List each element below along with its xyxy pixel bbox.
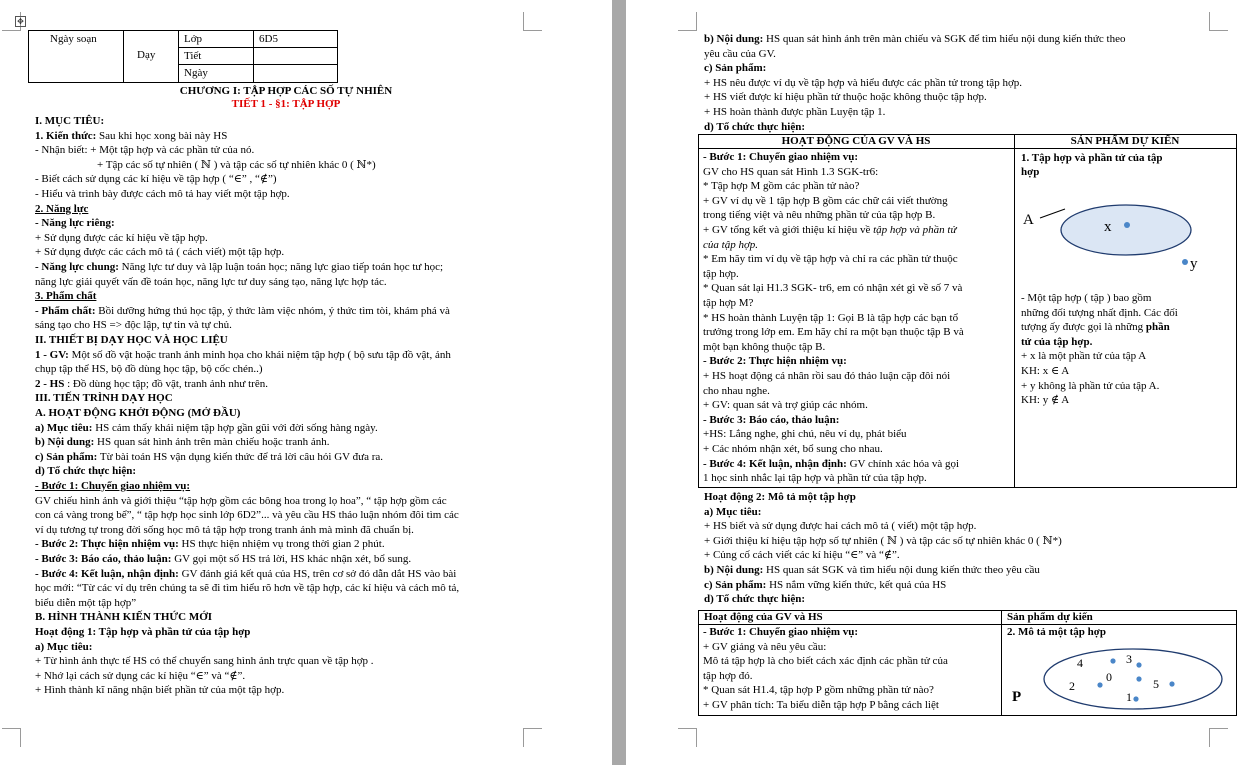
text-line [704, 579, 946, 592]
line-text: những đối tượng nhất định. Các đối [1021, 306, 1178, 319]
point-y [1182, 259, 1188, 265]
text-line [704, 520, 976, 533]
line-text: - Năng lực riêng: [35, 217, 115, 230]
text-line [35, 349, 451, 362]
line-text: con cá vàng trong bể”, “ tập hợp học sinh lớp 6D2”... và yêu cầu HS thảo luận nhóm đôi tìm các [35, 509, 459, 522]
line-text: HS quan sát hình ảnh trên màn chiếu hoặc tranh ảnh. [94, 436, 330, 449]
line-text: + Sử dụng được các cách mô tả ( cách viết) một tập hợp. [35, 246, 285, 259]
text-line [703, 443, 883, 456]
text-line [704, 48, 776, 61]
text-line [35, 524, 414, 537]
line-text: trưởng trong lớp em. Em hãy chỉ ra một bạn thuộc tập B và [703, 326, 964, 339]
text-line [703, 370, 950, 383]
line-text: GV chiếu hình ảnh và giới thiệu “tập hợp gồm các bông hoa trong lọ hoa”, “ tập hợp gồm các [35, 494, 447, 507]
text-line [704, 593, 805, 606]
line-text: yêu cầu của GV. [704, 47, 776, 60]
text-line [35, 392, 173, 405]
line-text: d) Tổ chức thực hiện: [704, 593, 806, 606]
line-text: của tập hợp. [703, 238, 759, 251]
text-line [704, 549, 900, 562]
text-line [704, 62, 766, 75]
text-line [703, 472, 927, 485]
line-text: 1 học sinh nhắc lại tập hợp và phần tử của tập hợp. [703, 472, 927, 485]
point-2 [1097, 682, 1102, 687]
text-line [703, 458, 959, 471]
line-text: + GV: quan sát và trợ giúp các nhóm. [703, 399, 868, 412]
line-text: Mô tả tập hợp là cho biết cách xác định các phần tử của [703, 655, 948, 668]
text-line [704, 121, 805, 134]
text-line [35, 305, 450, 318]
set-a-label: A [1023, 212, 1034, 228]
line-text: + HS viết được kí hiệu phần tử thuộc hoặc không thuộc tập hợp. [704, 91, 987, 104]
text-line [704, 506, 761, 519]
text-line [703, 385, 770, 398]
point-1-label: 1 [1126, 690, 1132, 704]
line-text: I. MỤC TIÊU: [35, 115, 105, 127]
line-heading: c) Sản phẩm: [35, 450, 98, 463]
table-move-handle-icon[interactable]: ✥ [15, 16, 26, 27]
line-text: a) Mục tiêu: [35, 640, 93, 653]
line-text: sáng tạo cho HS => độc lập, tự tin và tự chủ. [35, 319, 232, 332]
text-line [703, 655, 948, 668]
line-text: - Bước 3: Báo cáo, thảo luận: [703, 413, 840, 426]
point-1 [1133, 696, 1138, 701]
text-line [703, 399, 868, 412]
line-text: - Hiểu và trình bày được cách mô tả hay viết một tập hợp. [35, 188, 290, 200]
text-line [703, 268, 739, 281]
line-text: HS quan sát hình ảnh trên màn chiếu và SGK để tìm hiểu nội dung kiến thức theo [763, 33, 1126, 45]
line-text: KH: x ∈ A [1021, 365, 1070, 377]
line-text: III. TIẾN TRÌNH DẠY HỌC [35, 392, 173, 405]
line-text: + y không là phần tử của tập A. [1021, 379, 1160, 392]
text-line [703, 180, 859, 193]
text-line [35, 626, 250, 639]
text-line [35, 130, 227, 143]
point-0-label: 0 [1106, 670, 1112, 684]
line-text: + Củng cố cách viết các kí hiệu “∈” và “∉”. [704, 549, 900, 562]
line-heading: - Bước 4: Kết luận, nhận định: [35, 567, 179, 580]
line-text: GV đánh giá kết quả của HS, trên cơ sở đó dẫn dắt HS vào bài [178, 567, 457, 580]
line-text: - Bước 1: Chuyển giao nhiệm vụ: [703, 151, 859, 163]
line-text: năng lực giải quyết vấn đề toán học, năng lực tư duy sáng tạo, năng lực hợp tác. [35, 275, 387, 288]
set-p-venn-diagram [1006, 640, 1236, 715]
line-text: B. HÌNH THÀNH KIẾN THỨC MỚI [35, 611, 213, 624]
crop-mark [678, 12, 697, 31]
line-heading: 1 - GV: [35, 348, 69, 361]
cell-tiet: Tiết [184, 50, 202, 62]
line-text: tập hợp. [703, 267, 739, 280]
line-text: + GV tổng kết và giới thiệu kí hiệu về [703, 224, 874, 236]
text-line [35, 582, 459, 595]
text-line [35, 684, 284, 697]
text-line [703, 684, 934, 697]
text-line [703, 253, 958, 266]
text-line [35, 378, 268, 391]
line-heading: b) Nội dung: [704, 33, 764, 45]
line-text: GV cho HS quan sát Hình 1.3 SGK-tr6: [703, 165, 879, 178]
table1-header-product: SẢN PHẨM DỰ KIẾN [1070, 135, 1180, 147]
line-text: Hoạt động 1: Tập hợp và phần tử của tập hợp [35, 626, 251, 638]
line-text: Từ bài toán HS vận dụng kiến thức để trả lời câu hỏi GV đưa ra. [97, 450, 384, 463]
text-line [35, 611, 212, 624]
text-line [703, 670, 753, 683]
text-line [35, 436, 330, 449]
line-text: cho nhau nghe. [703, 384, 770, 397]
text-line [35, 217, 115, 230]
point-3 [1136, 662, 1141, 667]
text-line [1021, 380, 1159, 393]
line-text: Một số đồ vật hoặc tranh ảnh minh họa cho khái niệm tập hợp ( bộ sưu tập đồ vật, ảnh [68, 348, 451, 361]
line-text: ví dụ tương tự trong đời sống học mô tả tập hợp trong tranh ảnh mà mình đã chuẩn bị. [35, 523, 414, 536]
point-4 [1110, 658, 1115, 663]
crop-mark [678, 728, 697, 747]
line-text: - Một tập hợp ( tập ) bao gồm [1021, 292, 1152, 304]
text-line [703, 239, 758, 252]
crop-mark [523, 12, 542, 31]
line-text: - Bước 1: Chuyển giao nhiệm vụ: [35, 480, 191, 492]
line-text: - Bước 1: Chuyển giao nhiệm vụ: [703, 626, 859, 638]
line-heading: - Bước 4: Kết luận, nhận định: [703, 457, 847, 470]
line-text: Năng lực tư duy và lập luận toán học; năng lực giao tiếp toán học tư học; [118, 261, 444, 273]
text-line [35, 655, 374, 668]
page-gap [612, 0, 626, 765]
text-line [704, 33, 1125, 46]
text-line [1021, 307, 1178, 320]
text-line [35, 261, 443, 274]
text-line [703, 312, 958, 325]
line-text: + Tập các số tự nhiên ( ℕ ) và tập các số tự nhiên khác 0 ( ℕ*) [97, 158, 376, 171]
text-line [703, 626, 858, 639]
line-heading: - Bước 3: Báo cáo, thảo luận: [35, 553, 172, 565]
chapter-title: CHƯƠNG I: TẬP HỢP CÁC SỐ TỰ NHIÊN [179, 85, 393, 97]
text-line [35, 363, 263, 376]
line-text: chụp tập thể HS, bộ đồ dùng học tập, bộ cốc chén..) [35, 363, 263, 376]
line-text: +HS: Lắng nghe, ghi chú, nêu ví dụ, phát biểu [703, 428, 907, 441]
line-heading: b) Nội dung: [704, 564, 764, 576]
line-text: + GV phân tích: Ta biểu diễn tập hợp P bằng cách liệt [703, 699, 939, 711]
line-heading: 1. Kiến thức: [35, 129, 97, 142]
line-heading: b) Nội dung: [35, 436, 95, 449]
text-line [35, 495, 447, 508]
line-text: A. HOẠT ĐỘNG KHỞI ĐỘNG (MỞ ĐẦU) [35, 407, 241, 419]
text-line [35, 670, 245, 683]
text-line [35, 509, 459, 522]
text-line [703, 414, 839, 427]
text-line [35, 203, 88, 216]
line-text: tập hợp đó. [703, 669, 753, 682]
text-line [703, 151, 858, 164]
text-line [35, 451, 383, 464]
line-heading: c) Sản phẩm: [704, 578, 767, 591]
text-line [704, 535, 1062, 548]
text-line [35, 480, 190, 493]
text-line [703, 355, 847, 368]
line-text: tử của tập hợp. [1021, 335, 1093, 348]
line-text: d) Tổ chức thực hiện: [35, 465, 137, 478]
text-line [35, 538, 385, 551]
line-text: * HS hoàn thành Luyện tập 1: Gọi B là tập hợp các bạn tổ [703, 311, 959, 324]
line-text: II. THIẾT BỊ DẠY HỌC VÀ HỌC LIỆU [35, 334, 228, 346]
line-heading: - Năng lực chung: [35, 261, 119, 273]
set-a-venn-diagram [1018, 195, 1233, 285]
line-text: Bồi dưỡng hứng thú học tập, ý thức làm việc nhóm, ý thức tìm tòi, khám phá và [95, 304, 450, 317]
line-text: + GV giảng và nêu yêu cầu: [703, 640, 827, 653]
line-heading: 2 - HS [35, 377, 65, 390]
line-text: một bạn không thuộc tập B. [703, 340, 826, 353]
line-text: + Từ hình ảnh thực tế HS có thể chuyển sang hình ảnh trực quan về tập hợp . [35, 655, 374, 668]
text-line [703, 326, 964, 339]
text-line [35, 641, 92, 654]
cell-day: Dạy [137, 49, 156, 61]
line-text: KH: y ∉ A [1021, 394, 1070, 407]
text-line [97, 159, 376, 172]
crop-mark [2, 728, 21, 747]
point-5-label: 5 [1153, 677, 1159, 691]
line-text: Sau khi học xong bài này HS [96, 129, 228, 142]
line-text: Hoạt động 2: Mô tả một tập hợp [704, 491, 856, 503]
text-line [1021, 321, 1170, 334]
table2-header-activity: Hoạt động của GV và HS [704, 611, 823, 623]
text-line [703, 428, 907, 441]
set-a-ellipse [1061, 205, 1191, 255]
text-line [35, 465, 136, 478]
line-text: : Đồ dùng học tập; đồ vật, tranh ảnh như trên. [64, 377, 268, 390]
text-line [1021, 365, 1069, 378]
table1-header-activity: HOẠT ĐỘNG CỦA GV VÀ HS [781, 135, 931, 147]
text-line [703, 699, 939, 712]
table2-header-product: Sản phẩm dự kiến [1007, 611, 1093, 623]
text-line [35, 173, 277, 186]
set-p-label: P [1012, 689, 1022, 705]
line-text: trong tiếng việt và nêu những phần tử của tập hợp B. [703, 209, 936, 222]
point-5 [1169, 681, 1174, 686]
text-line [35, 232, 208, 245]
line-text: + Các nhóm nhận xét, bổ sung cho nhau. [703, 443, 883, 455]
point-4-label: 4 [1077, 656, 1083, 670]
line-text: + GV ví dụ về 1 tập hợp B gồm các chữ cái viết thường [703, 194, 948, 207]
table1-product-title-2: hợp [1021, 166, 1040, 178]
line-text: 2. Năng lực [35, 202, 89, 215]
line-text: - Nhận biết: + Một tập hợp và các phần tử của nó. [35, 144, 255, 157]
lesson-title: TIẾT 1 - §1: TẬP HỢP [231, 98, 341, 110]
point-2-label: 2 [1069, 679, 1075, 693]
document-page-left [0, 0, 612, 765]
line-text: c) Sản phẩm: [704, 62, 767, 75]
point-x [1124, 222, 1130, 228]
line-text: * Tập hợp M gồm các phần tử nào? [703, 180, 860, 193]
point-x-label: x [1104, 219, 1112, 235]
text-line [704, 106, 885, 119]
text-line [35, 553, 411, 566]
cell-lop-value: 6D5 [259, 33, 278, 45]
line-text: tập hợp M? [703, 297, 754, 309]
line-text: GV chính xác hóa và gọi [846, 457, 960, 470]
text-line [35, 115, 104, 128]
line-text: + HS nêu được ví dụ về tập hợp và hiểu được các phần tử trong tập hợp. [704, 76, 1023, 89]
text-line [704, 564, 1040, 577]
line-text: tượng ấy được gọi là những [1021, 321, 1146, 334]
line-text: - Biết cách sử dụng các kí hiệu về tập hợp ( “∈” , “∉”) [35, 173, 277, 186]
line-text: * Quan sát lại H1.3 SGK- tr6, em có nhận xét gì về số 7 và [703, 282, 963, 295]
text-line [703, 166, 878, 179]
line-text: + Hình thành kĩ năng nhận biết phần tử của một tập hợp. [35, 684, 285, 697]
line-text: HS thực hiện nhiệm vụ trong thời gian 2 phút. [178, 538, 385, 551]
text-line [35, 319, 232, 332]
text-line [703, 297, 753, 310]
text-line [35, 334, 228, 347]
line-text: HS cảm thấy khái niệm tập hợp gần gũi với đời sống hàng ngày. [92, 421, 378, 434]
line-heading: - Phẩm chất: [35, 304, 96, 317]
text-line [703, 341, 825, 354]
text-line [35, 188, 290, 201]
cell-ngay-soan: Ngày soạn [50, 33, 97, 45]
text-line [704, 77, 1022, 90]
point-y-label: y [1190, 256, 1198, 272]
line-heading: - Bước 2: Thực hiện nhiệm vụ: [35, 538, 179, 551]
text-line [703, 641, 826, 654]
text-line [703, 282, 962, 295]
line-text: học mới: “Từ các ví dụ trên chúng ta sẽ đi tìm hiểu rõ hơn về tập hợp, các kí hiệu và cách mô tả, [35, 582, 460, 595]
table2-product-title: 2. Mô tả một tập hợp [1007, 626, 1106, 638]
text-line [35, 407, 240, 420]
text-line [704, 491, 856, 504]
text-line [35, 568, 456, 581]
cell-lop: Lớp [184, 33, 203, 45]
crop-mark [523, 728, 542, 747]
text-line [703, 224, 956, 237]
line-text: HS quan sát SGK và tìm hiểu nội dung kiến thức theo yêu cầu [763, 564, 1040, 576]
line-text: GV gọi một số HS trả lời, HS khác nhận xét, bổ sung. [171, 553, 412, 565]
line-text: * Quan sát H1.4, tập hợp P gồm những phần tử nào? [703, 684, 934, 697]
line-text: - Bước 2: Thực hiện nhiệm vụ: [703, 355, 847, 368]
line-text: + Nhớ lại cách sử dụng các kí hiệu “∈” và “∉”. [35, 669, 246, 682]
text-line [1021, 336, 1092, 349]
point-0 [1136, 676, 1141, 681]
text-line [35, 276, 387, 289]
line-text: a) Mục tiêu: [704, 505, 762, 518]
text-line [1021, 350, 1146, 363]
cell-ngay: Ngày [184, 67, 208, 79]
text-line [703, 209, 935, 222]
line-text: * Em hãy tìm ví dụ về tập hợp và chỉ ra các phần tử thuộc [703, 253, 958, 266]
text-line [35, 290, 96, 303]
line-text: biểu diễn một tập hợp” [35, 596, 137, 609]
line-text: + HS biết và sử dụng được hai cách mô tả ( viết) một tập hợp. [704, 520, 977, 533]
line-heading: a) Mục tiêu: [35, 421, 93, 434]
text-line [1021, 292, 1151, 305]
line-text: d) Tổ chức thực hiện: [704, 120, 806, 133]
line-bold-text: phần [1145, 321, 1170, 334]
line-text: 3. Phẩm chất [35, 290, 97, 303]
line-text: + Giới thiệu kí hiệu tập hợp số tự nhiên ( ℕ ) và tập các số tự nhiên khác 0 ( ℕ*) [704, 534, 1062, 547]
text-line [703, 195, 948, 208]
line-text: + HS hoàn thành được phần Luyện tập 1. [704, 106, 886, 118]
text-line [35, 246, 284, 259]
crop-mark [1209, 728, 1228, 747]
line-text: + Sử dụng được các kí hiệu về tập hợp. [35, 231, 208, 244]
set-a-pointer [1040, 209, 1065, 218]
text-line [1021, 394, 1069, 407]
text-line [704, 91, 987, 104]
line-text: + HS hoạt động cá nhân rồi sau đó thảo luận cặp đôi nói [703, 370, 951, 382]
line-italic-text: tập hợp và phần tử [873, 224, 957, 236]
text-line [35, 144, 254, 157]
crop-mark [1209, 12, 1228, 31]
text-line [35, 597, 136, 610]
text-line [35, 422, 378, 435]
line-text: HS nắm vững kiến thức, kết quả của HS [766, 578, 947, 591]
document-page-right [626, 0, 1249, 765]
line-text: + x là một phần tử của tập A [1021, 350, 1147, 363]
point-3-label: 3 [1126, 652, 1132, 666]
table1-product-title: 1. Tập hợp và phần tử của tập [1021, 152, 1163, 164]
